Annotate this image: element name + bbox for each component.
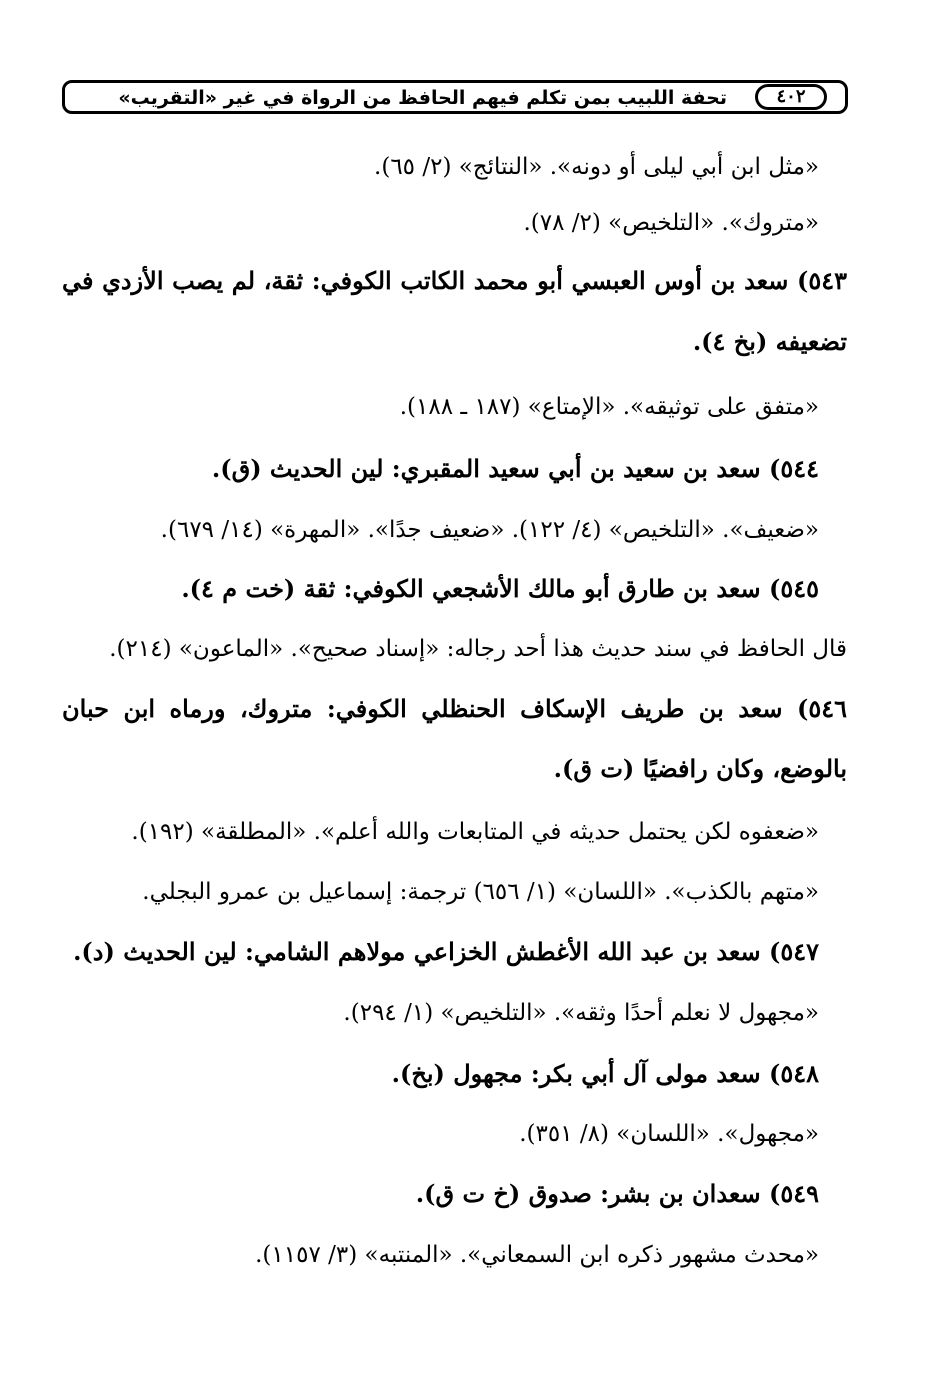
line-1: «مثل ابن أبي ليلى أو دونه». «النتائج» (٢/ ٦٥).: [374, 154, 819, 180]
entry-545: ٥٤٥) سعد بن طارق أبو مالك الأشجعي الكوفي: ثقة (خت م ٤).: [181, 574, 819, 603]
page-number: ٤٠٢: [755, 84, 827, 110]
line-2: «متروك». «التلخيص» (٢/ ٧٨).: [523, 210, 819, 236]
line-7: «ضعيف». «التلخيص» (٤/ ١٢٢). «ضعيف جدًا». «المهرة» (١٤/ ٦٧٩).: [160, 517, 819, 543]
line-15: «مجهول لا نعلم أحدًا وثقه». «التلخيص» (١/ ٢٩٤).: [343, 1000, 819, 1026]
header-title: تحفة اللبيب بمن تكلم فيهم الحافظ من الرواة في غير «التقريب»: [118, 87, 727, 109]
line-9: قال الحافظ في سند حديث هذا أحد رجاله: «إسناد صحيح». «الماعون» (٢١٤).: [109, 636, 847, 662]
line-12: «ضعفوه لكن يحتمل حديثه في المتابعات والله أعلم». «المطلقة» (١٩٢).: [131, 819, 819, 845]
entry-547: ٥٤٧) سعد بن عبد الله الأغطش الخزاعي مولاهم الشامي: لين الحديث (د).: [73, 937, 819, 966]
line-17: «مجهول». «اللسان» (٨/ ٣٥١).: [519, 1121, 819, 1147]
entry-548: ٥٤٨) سعد مولى آل أبي بكر: مجهول (بخ).: [391, 1059, 819, 1088]
entry-546-line-1: ٥٤٦) سعد بن طريف الإسكاف الحنظلي الكوفي: متروك، ورماه ابن حبان: [62, 694, 847, 723]
entry-546-line-2: بالوضع، وكان رافضيًا (ت ق).: [553, 754, 847, 783]
line-5: «متفق على توثيقه». «الإمتاع» (١٨٧ ـ ١٨٨).: [399, 394, 819, 420]
entry-544: ٥٤٤) سعد بن سعيد بن أبي سعيد المقبري: لين الحديث (ق).: [211, 454, 819, 483]
line-19: «محدث مشهور ذكره ابن السمعاني». «المنتبه» (٣/ ١١٥٧).: [255, 1242, 819, 1268]
entry-549: ٥٤٩) سعدان بن بشر: صدوق (خ ت ق).: [415, 1179, 819, 1208]
running-header: [62, 80, 848, 114]
line-13: «متهم بالكذب». «اللسان» (١/ ٦٥٦) ترجمة: إسماعيل بن عمرو البجلي.: [142, 879, 819, 905]
entry-543-line-2: تضعيفه (بخ ٤).: [692, 327, 847, 356]
entry-543-line-1: ٥٤٣) سعد بن أوس العبسي أبو محمد الكاتب الكوفي: ثقة، لم يصب الأزدي في: [62, 266, 847, 295]
